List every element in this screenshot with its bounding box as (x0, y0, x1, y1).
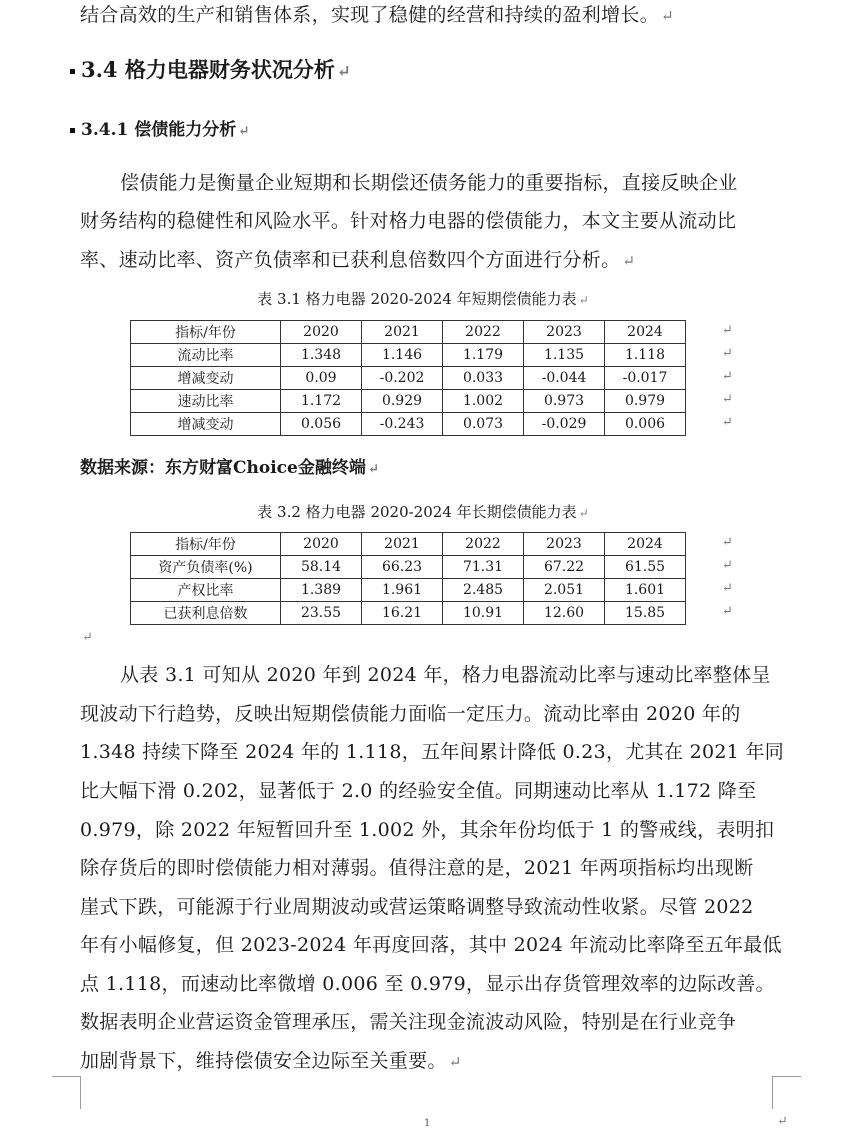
paragraph-line: 除存货后的即时偿债能力相对薄弱。值得注意的是，2021 年两项指标均出现断 (80, 857, 754, 879)
table-cell: 16.21 (362, 602, 443, 625)
paragraph-mark: ↵ (622, 252, 636, 270)
table-cell: 产权比率 (131, 579, 281, 602)
table-caption: 表 3.1 格力电器 2020-2024 年短期偿债能力表 ↵ (257, 290, 589, 308)
paragraph-mark: ↵ (448, 1053, 462, 1071)
paragraph-line: 偿债能力是衡量企业短期和长期偿还债务能力的重要指标，直接反映企业 (120, 172, 738, 194)
table-cell: 0.056 (281, 413, 362, 436)
table-cell: 增减变动 (131, 367, 281, 390)
paragraph-mark: ↵ (661, 7, 675, 25)
short-term-solvency-table (130, 320, 686, 436)
row-end-mark: ↵ (722, 604, 733, 619)
paragraph-mark: ↵ (336, 61, 351, 81)
paragraph-mark: ↵ (578, 293, 589, 307)
table-cell: 1.601 (605, 579, 686, 602)
table-cell: 1.389 (281, 579, 362, 602)
paragraph-line: 现波动下行趋势，反映出短期偿债能力面临一定压力。流动比率由 2020 年的 (80, 703, 741, 725)
table-header-row (131, 533, 686, 556)
table-row (131, 367, 686, 390)
table-cell: 2020 (281, 533, 362, 556)
table-header-row (131, 321, 686, 344)
table-cell: 2024 (605, 533, 686, 556)
paragraph-line: 结合高效的生产和销售体系，实现了稳健的经营和持续的盈利增长。 ↵ (80, 4, 675, 26)
margin-corner-left (52, 1076, 81, 1109)
section-heading: 3.4 格力电器财务状况分析 ↵ (70, 54, 351, 84)
table-cell: 1.002 (443, 390, 524, 413)
table-cell: 指标/年份 (131, 321, 281, 344)
paragraph-line: 崖式下跌，可能源于行业周期波动或营运策略调整导致流动性收紧。尽管 2022 (80, 896, 754, 918)
table-cell: 1.348 (281, 344, 362, 367)
table-cell: 2023 (524, 533, 605, 556)
row-end-mark: ↵ (722, 323, 733, 338)
table-cell: 10.91 (443, 602, 524, 625)
table-cell: 已获利息倍数 (131, 602, 281, 625)
table-cell: 2.051 (524, 579, 605, 602)
table-cell: 66.23 (362, 556, 443, 579)
margin-corner-right (772, 1076, 801, 1109)
table-cell: 0.929 (362, 390, 443, 413)
table-cell: 2024 (605, 321, 686, 344)
table-cell: 2.485 (443, 579, 524, 602)
table-cell: 0.09 (281, 367, 362, 390)
table-row (131, 390, 686, 413)
row-end-mark: ↵ (722, 346, 733, 361)
table-caption: 表 3.2 格力电器 2020-2024 年长期偿债能力表 ↵ (257, 503, 589, 521)
table-cell: 1.118 (605, 344, 686, 367)
paragraph-mark: ↵ (578, 506, 589, 520)
paragraph-line: 加剧背景下，维持偿债安全边际至关重要。 ↵ (80, 1050, 462, 1072)
table-cell: 速动比率 (131, 390, 281, 413)
paragraph-line: 率、速动比率、资产负债率和已获利息倍数四个方面进行分析。 ↵ (80, 249, 636, 271)
table-cell: 指标/年份 (131, 533, 281, 556)
row-end-mark: ↵ (722, 535, 733, 550)
table-cell: 0.006 (605, 413, 686, 436)
table-cell: 1.135 (524, 344, 605, 367)
table-cell: 67.22 (524, 556, 605, 579)
table-cell: -0.243 (362, 413, 443, 436)
table-cell: -0.029 (524, 413, 605, 436)
heading-bullet-icon (70, 69, 75, 74)
table-cell: 71.31 (443, 556, 524, 579)
paragraph-line: 年有小幅修复，但 2023-2024 年再度回落，其中 2024 年流动比率降至五年最低 (80, 934, 782, 956)
table-cell: 15.85 (605, 602, 686, 625)
row-end-mark: ↵ (722, 392, 733, 407)
row-end-mark: ↵ (722, 415, 733, 430)
table-cell: 1.146 (362, 344, 443, 367)
table-cell: 12.60 (524, 602, 605, 625)
table-cell: 2021 (362, 321, 443, 344)
subsection-heading: 3.4.1 偿债能力分析 ↵ (70, 115, 250, 140)
paragraph-line: 数据表明企业营运资金管理承压，需关注现金流波动风险，特别是在行业竞争 (80, 1011, 737, 1033)
long-term-solvency-table (130, 532, 686, 625)
paragraph-mark: ↵ (82, 630, 93, 645)
table-cell: 1.172 (281, 390, 362, 413)
paragraph-mark: ↵ (238, 123, 250, 139)
row-end-mark: ↵ (722, 558, 733, 573)
table-cell: 2022 (443, 533, 524, 556)
row-end-mark: ↵ (722, 581, 733, 596)
table-row (131, 579, 686, 602)
table-cell: 0.973 (524, 390, 605, 413)
table-cell: -0.017 (605, 367, 686, 390)
table-cell: 资产负债率(%) (131, 556, 281, 579)
table-cell: 61.55 (605, 556, 686, 579)
table-row (131, 556, 686, 579)
table-cell: 0.073 (443, 413, 524, 436)
paragraph-line: 从表 3.1 可知从 2020 年到 2024 年，格力电器流动比率与速动比率整体呈 (120, 664, 771, 686)
table-row (131, 344, 686, 367)
table-cell: 23.55 (281, 602, 362, 625)
table-cell: 1.961 (362, 579, 443, 602)
table-cell: 增减变动 (131, 413, 281, 436)
paragraph-mark: ↵ (777, 1114, 788, 1129)
page-number: 1 (424, 1118, 431, 1129)
paragraph-line: 点 1.118，而速动比率微增 0.006 至 0.979，显示出存货管理效率的边际改善。 (80, 973, 775, 995)
paragraph-line: 比大幅下滑 0.202，显著低于 2.0 的经验安全值。同期速动比率从 1.172 降至 (80, 780, 757, 802)
table-cell: -0.202 (362, 367, 443, 390)
paragraph-mark: ↵ (367, 461, 380, 477)
table-cell: 2020 (281, 321, 362, 344)
paragraph-line: 1.348 持续下降至 2024 年的 1.118，五年间累计降低 0.23，尤其在 2021 年同 (80, 741, 785, 763)
table-cell: 2021 (362, 533, 443, 556)
table-cell: 1.179 (443, 344, 524, 367)
table-cell: -0.044 (524, 367, 605, 390)
row-end-mark: ↵ (722, 369, 733, 384)
data-source-note: 数据来源：东方财富Choice金融终端 ↵ (80, 458, 380, 478)
heading-bullet-icon (70, 128, 75, 133)
paragraph-line: 0.979，除 2022 年短暂回升至 1.002 外，其余年份均低于 1 的警戒线，表明扣 (80, 819, 775, 841)
table-cell: 58.14 (281, 556, 362, 579)
table-cell: 0.979 (605, 390, 686, 413)
paragraph-line: 财务结构的稳健性和风险水平。针对格力电器的偿债能力，本文主要从流动比 (80, 210, 737, 232)
table-cell: 2023 (524, 321, 605, 344)
table-row (131, 413, 686, 436)
table-cell: 2022 (443, 321, 524, 344)
table-cell: 流动比率 (131, 344, 281, 367)
table-row (131, 602, 686, 625)
table-cell: 0.033 (443, 367, 524, 390)
